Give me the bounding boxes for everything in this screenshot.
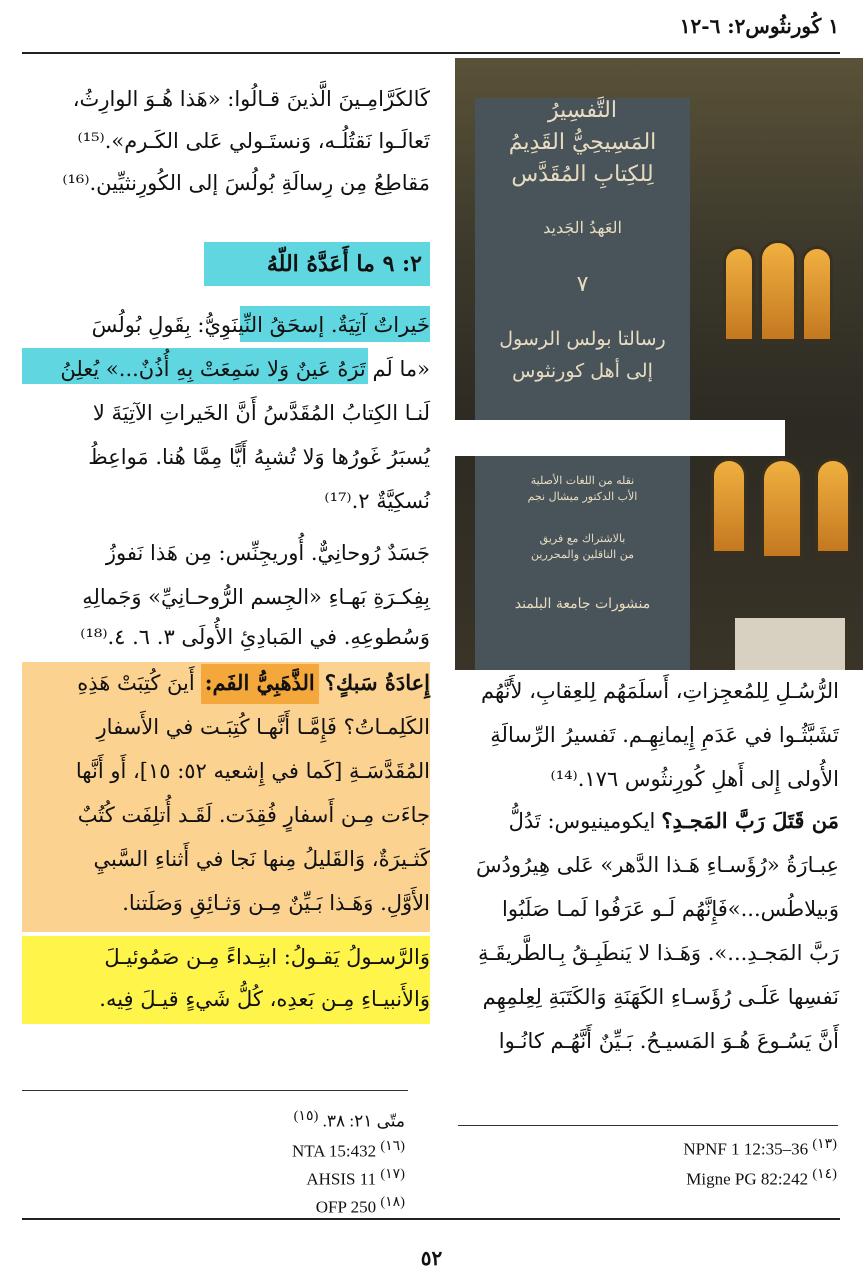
cover-collab: من الناقلين والمحررين (531, 548, 634, 561)
church-window (711, 458, 747, 554)
text-line: كَالكَرَّامِـينَ الَّذينَ قـالُوا: «هَذا هُـوَ الوارِثُ، (72, 87, 430, 111)
footnote (292, 1138, 405, 1162)
text-line: نُسكِيَّةٌ ٢.⁽¹⁷⁾ (324, 489, 430, 513)
text-line: وَالرَّسـولُ يَقـولُ: ابتِـداءً مِـن صَمُوئيـلَ (104, 945, 430, 969)
text-line: خَيراتٌ آتِيَةٌ. إسحَقُ النِّينَوِيُّ: بِقَولِ بُولُسَ (91, 313, 430, 337)
footnote-text: AHSIS 11 (306, 1169, 377, 1189)
footnote (683, 1136, 837, 1160)
text-line: وَالأَنبيـاءِ مِـن بَعدِه، كُلُّ شَيءٍ قيـلَ فِيه. (99, 987, 430, 1011)
text-line: الرُّسُـلِ لِلمُعجِزاتِ، أَسلَمَهُم لِلعِقابِ، لأَنَّهُم (480, 679, 839, 703)
church-window (761, 458, 803, 559)
right-para-first-line (434, 802, 839, 842)
footnote-text: OFP 250 (315, 1197, 377, 1217)
speaker-highlight: الذَّهَبِيُّ الفَم: (201, 664, 319, 704)
text-line: الأُولى إِلى أَهلِ كُورِنثُوس ١٧٦.⁽¹⁴⁾ (550, 767, 839, 791)
church-window (815, 458, 851, 554)
footnote-rule (458, 1125, 838, 1126)
text-line: جاءَت مِـن أَسفارٍ فُقِدَت. لَقَـد أُتلِفَت كُتُبٌ (77, 803, 430, 827)
running-header: ١ كُورنثُوس٢: ٦-١٢ (679, 14, 839, 38)
text-line: تَشَبَّثُـوا في عَدَمِ إِيمانِهِـم. تَفسيرُ الرِّسالَةِ (490, 723, 839, 747)
text-line: جَسَدٌ رُوحانِيٌّ. أُوريجِنِّس: مِن هَذا نَفوزُ (105, 541, 430, 565)
altar (735, 618, 845, 670)
footnote-number: (١٨) (380, 1194, 405, 1210)
text-fragment: أَينَ كُتِبَتْ هَذِهِ (77, 671, 195, 695)
text-line: يُسبَرُ غَورُها وَلا تُشبِهُ أَيًّا مِمَّا هُنا. مَواعِظُ (88, 445, 430, 469)
page-number: ٥٢ (420, 1246, 443, 1270)
church-window (801, 246, 833, 342)
cover-subtitle: إلى أهل كورنثوس (512, 360, 653, 382)
text-line: وَبيلاطُس...»فَإِنَّهُم لَـو عَرَفُوا لَمـا صَلَبُوا (502, 897, 839, 921)
footnote (306, 1166, 405, 1190)
text-line: لَنـا الكِتابُ المُقَدَّسُ أَنَّ الخَيراتِ الآتِيَةَ لا (92, 401, 430, 425)
cover-title-line: التَّفسِيرُ (548, 98, 617, 123)
footnote-text: NPNF 1 12:35–36 (683, 1139, 809, 1159)
footnote-text: NTA 15:432 (291, 1141, 377, 1161)
footnote-number: (١٣) (812, 1136, 837, 1152)
church-window (723, 246, 755, 342)
header-rule (22, 52, 840, 54)
footnote-number: (١٧) (380, 1166, 405, 1182)
text-line: كَثـيرَةٌ، وَالقَليلُ مِنها نَجا في أَثناءِ السَّبيِ (93, 847, 430, 871)
footnote (294, 1108, 405, 1132)
text-line: تَعالَـوا نَقتُلُـه، وَنستَـولي عَلى الكَـرم».⁽¹⁵⁾ (77, 129, 430, 153)
text-line: مَقاطِعُ مِن رِسالَةِ بُولُسَ إلى الكُورِنثيِّين.⁽¹⁶⁾ (62, 171, 430, 195)
text-line: بِفِكـرَةِ بَهـاءِ «الجِسم الرُّوحـانِيِّ» وَجَمالِهِ (82, 585, 430, 609)
text-line: نَفسِها عَلَـى رُؤَسـاءِ الكَهَنَةِ وَالكَتَبَةِ لِعِلمِهِم (482, 985, 839, 1009)
footnote-number: (١٤) (812, 1166, 837, 1182)
cover-subtitle: رسالتا بولس الرسول (499, 328, 666, 350)
para-lead: مَن قَتَلَ رَبَّ المَجـدِ؟ (661, 808, 839, 833)
cover-white-band (455, 420, 785, 456)
book-cover-image (455, 58, 863, 670)
text-line: رَبَّ المَجـدِ...». وَهَـذا لا يَنطَبِـقُ بِـالطَّريقَـةِ (477, 941, 839, 965)
cover-translator: الأب الدكتور ميشال نجم (527, 490, 638, 503)
text-fragment: ايكومينيوس: تَدُلُّ (508, 809, 656, 833)
text-line: وَسُطوعِهِ. في المَبادِئِ الأُولَى ٣. ٦. ٤.⁽¹⁸⁾ (80, 625, 430, 649)
cover-testament: العَهدُ الجَديد (543, 218, 622, 237)
text-line: أَنَّ يَسُـوعَ هُـوَ المَسيـحُ. بَـيِّنٌ أَنَّهُـم كانُـوا (498, 1029, 839, 1053)
bottom-rule (22, 1218, 840, 1220)
cover-title-line: المَسِيحِيُّ القَدِيمُ (508, 130, 657, 155)
text-line: الأَوَّلِ. وَهَـذا بَـيِّنٌ مِـن وَثـائِقِ وَصَلَتنا. (122, 891, 430, 915)
church-window (759, 240, 797, 342)
text-line: عِبـارَةُ «رُؤَسـاءِ هَـذا الدَّهر» عَلى هِيرُودُسَ (475, 853, 839, 877)
text-line: الكَلِمـاتُ؟ فَإِمَّـا أَنَّهـا كُتِبَـت في الأَسفارِ (96, 715, 430, 739)
cover-title-line: لِلكِتابِ المُقَدَّس (511, 162, 654, 187)
cover-translator: نقله من اللغات الأصلية (530, 474, 635, 487)
footnote (686, 1166, 837, 1190)
text-line: المُقَدَّسَـةِ [كَما في إِشعيه ٥٢: ١٥]، أَو أَنَّها (75, 759, 430, 783)
footnote-text: متّى ٢١: ٣٨. (322, 1111, 405, 1131)
para-lead: إِعادَةُ سَبكٍ؟ (324, 670, 430, 695)
footnote-number: (١٦) (380, 1138, 405, 1154)
footnote (316, 1194, 405, 1218)
cover-publisher: منشورات جامعة البلمند (514, 596, 651, 612)
footnote-number: (١٥) (293, 1108, 319, 1124)
para3-first-line (22, 664, 430, 704)
section-heading: ٢: ٩ ما أَعَدَّهُ اللّهُ (204, 242, 430, 286)
footnote-text: Migne PG 82:242 (686, 1169, 809, 1189)
cover-collab: بالاشتراك مع فريق (539, 532, 626, 545)
footnote-rule (22, 1090, 408, 1091)
text-line: «ما لَم تَرَهُ عَينٌ وَلا سَمِعَتْ بِهِ أُذُنٌ...» يُعلِنُ (60, 357, 430, 381)
cover-volume: ٧ (576, 272, 589, 297)
